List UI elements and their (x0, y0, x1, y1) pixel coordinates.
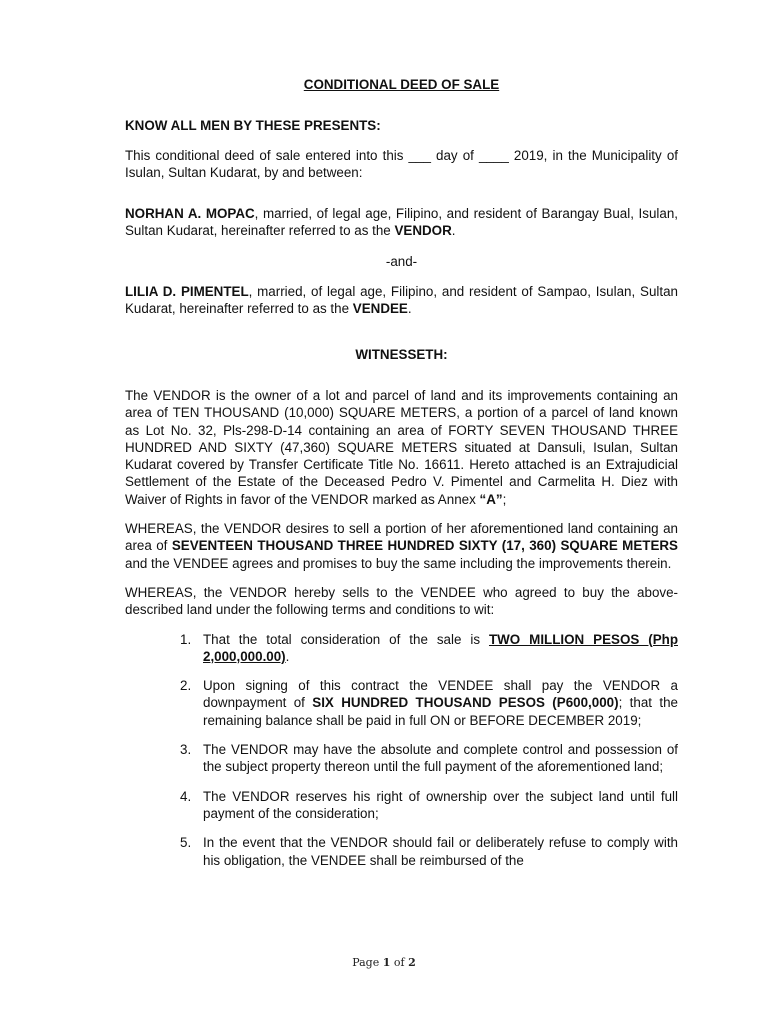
whereas-terms-paragraph: WHEREAS, the VENDOR hereby sells to the VENDEE who agreed to buy the above-described land under the following terms and conditions to wit: (125, 584, 678, 618)
page-footer (0, 954, 768, 971)
vendor-end: . (451, 223, 456, 239)
document-body (125, 76, 678, 869)
list-item-end: . (285, 648, 290, 664)
and-separator: -and- (385, 253, 418, 269)
whereas-sell-after: and the VENDEE agrees and promises to buy the same including the improvements therein. (125, 555, 672, 571)
list-item (125, 788, 678, 823)
whereas-sell-paragraph (125, 520, 678, 572)
preamble-heading: KNOW ALL MEN BY THESE PRESENTS: (125, 118, 381, 134)
list-item-end: ; that the remaining balance shall be paid in full ON or BEFORE DECEMBER 2019; (203, 695, 678, 728)
downpayment-amount: SIX HUNDRED THOUSAND PESOS (P600,000) (312, 695, 619, 711)
page-total: 2 (408, 956, 416, 969)
list-item-number: 4. (180, 788, 192, 804)
document-title: CONDITIONAL DEED OF SALE (303, 77, 500, 92)
terms-list (125, 631, 678, 869)
list-item (125, 677, 678, 729)
of-label: of (393, 956, 405, 969)
list-item-number: 1. (180, 631, 192, 647)
list-item (125, 741, 678, 776)
vendee-description: , married, of legal age, Filipino, and resident of Sampao, Isulan, Sultan Kudarat, hereinafter referred to as the (125, 284, 678, 317)
whereas-sell-text: WHEREAS, the VENDOR desires to sell a portion of her aforementioned land containing an area of (125, 521, 678, 554)
consideration-amount: TWO MILLION PESOS (Php 2,000,000.00) (203, 631, 678, 664)
page-number: 1 (382, 956, 391, 969)
list-item-text: That the total consideration of the sale is (203, 631, 489, 647)
ownership-paragraph (125, 387, 678, 508)
list-item-text: The VENDOR may have the absolute and complete control and possession of the subject property thereon until the full payment of the aforementioned land; (203, 742, 678, 775)
annex-label: “A” (479, 491, 503, 507)
whereas-sell-area: SEVENTEEN THOUSAND THREE HUNDRED SIXTY (17, 360) SQUARE METERS (171, 538, 678, 554)
intro-paragraph: This conditional deed of sale entered into this ___ day of ____ 2019, in the Municipality of Isulan, Sultan Kudarat, by and between: (125, 147, 678, 180)
list-item-number: 2. (180, 678, 192, 694)
ownership-text: The VENDOR is the owner of a lot and parcel of land and its improvements containing an area of TEN THOUSAND (10,000) SQUARE METERS, a portion of a parcel of land known as Lot No. 32, Pls-298-D-14 containing an area of FORTY SEVEN THOUSAND THREE HUNDRED AND SIXTY (47,360) SQUARE METERS situated at Dansuli, Isulan, Sultan Kudarat covered by Transfer Certificate Title No. 16611. Hereto attached is an Extrajudicial Settlement of the Estate of the Deceased Pedro V. Pimentel and Carmelita H. Diez with Waiver of Rights in favor of the VENDOR marked as Annex (125, 387, 678, 507)
list-item-number: 5. (180, 835, 192, 851)
vendor-paragraph (125, 205, 678, 240)
list-item-text: In the event that the VENDOR should fail or deliberately refuse to comply with his obligation, the VENDEE shall be reimbursed of the (203, 835, 678, 868)
page-label: Page (352, 956, 380, 969)
witnesseth-heading: WITNESSETH: (355, 346, 448, 362)
vendor-role: VENDOR (394, 223, 452, 239)
vendee-name: LILIA D. PIMENTEL (125, 284, 249, 300)
vendor-name: NORHAN A. MOPAC (125, 206, 255, 222)
vendor-description: , married, of legal age, Filipino, and resident of Barangay Bual, Isulan, Sultan Kudarat, hereinafter referred to as the (125, 206, 678, 239)
vendee-end: . (407, 301, 412, 317)
list-item-text: The VENDOR reserves his right of ownership over the subject land until full payment of the consideration; (203, 788, 678, 821)
ownership-end: ; (502, 491, 507, 507)
list-item (125, 834, 678, 869)
vendee-role: VENDEE (352, 301, 408, 317)
list-item-number: 3. (180, 742, 192, 758)
list-item (125, 631, 678, 666)
list-item-text: Upon signing of this contract the VENDEE shall pay the VENDOR a downpayment of (203, 678, 678, 711)
vendee-paragraph (125, 283, 678, 318)
